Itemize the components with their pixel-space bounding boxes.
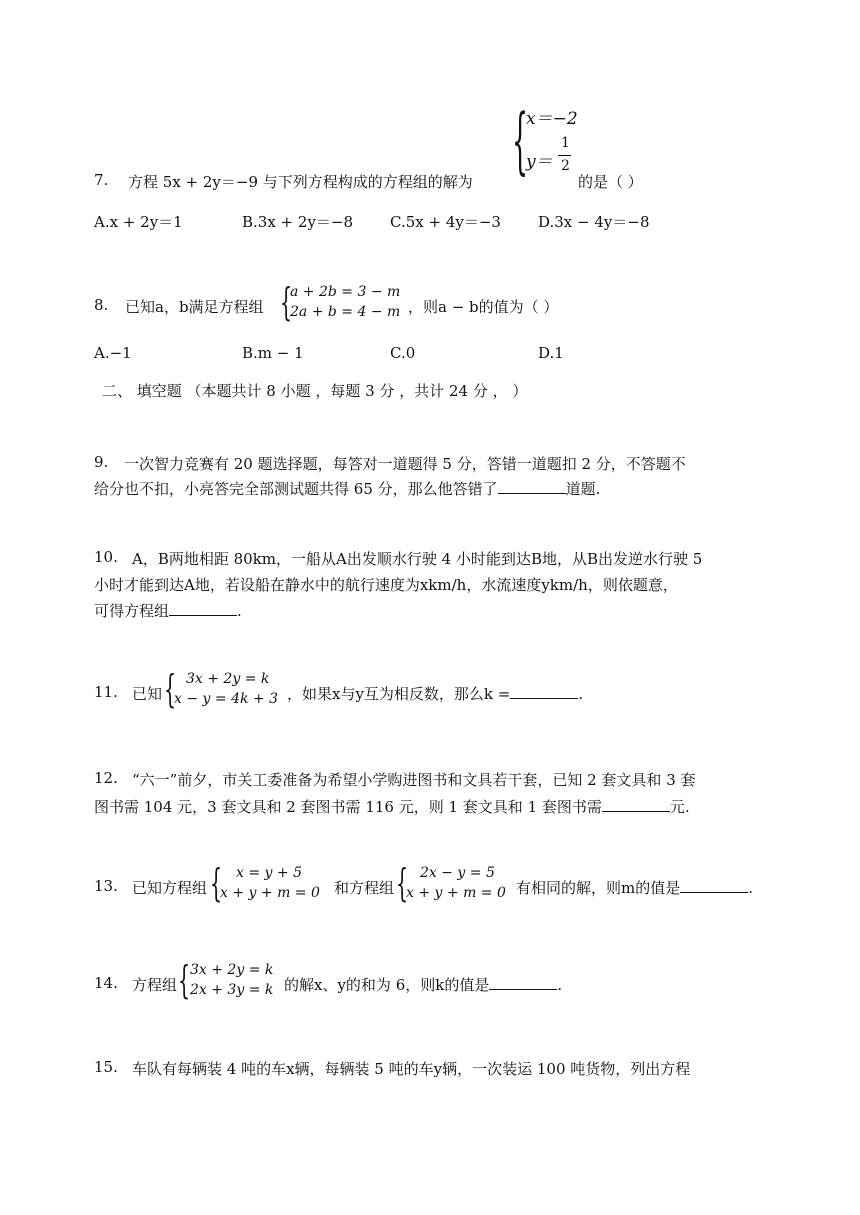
q13-brace-b: { xyxy=(396,861,409,905)
q8-number: 8. xyxy=(94,296,109,314)
q12-line-2-tail: 元. xyxy=(669,798,690,816)
q14-pre: 方程组 xyxy=(132,976,178,994)
q8-post: ，则a − b的值为（ ） xyxy=(408,298,559,316)
q7-option-c: C.5x + 4y＝−3 xyxy=(390,213,501,231)
q14-eq1: 3x + 2y = k xyxy=(190,962,274,978)
q14-tail: . xyxy=(557,976,563,994)
q13-mid: 和方程组 xyxy=(334,879,395,897)
q9-answer-blank[interactable] xyxy=(498,479,566,494)
q10-line-1: A，B两地相距 80km，一船从A出发顺水行驶 4 小时能到达B地，从B出发逆水行驶 5 xyxy=(132,550,703,568)
q12-number: 12. xyxy=(94,769,118,787)
q9-line-2-tail: 道题. xyxy=(565,480,601,498)
q15-line-1: 车队有每辆装 4 吨的车x辆，每辆装 5 吨的车y辆，一次装运 100 吨货物，列出方程 xyxy=(132,1060,691,1078)
section-2-heading: 二、 填空题 （本题共计 8 小题 ，每题 3 分 ，共计 24 分 ， ） xyxy=(102,382,528,400)
q7-frac-bar xyxy=(558,155,571,156)
q12-answer-blank[interactable] xyxy=(602,797,670,812)
q13-pre: 已知方程组 xyxy=(132,879,208,897)
q8-pre: 已知a，b满足方程组 xyxy=(125,298,264,316)
q14-eq2: 2x + 3y = k xyxy=(190,982,274,998)
q13-answer-blank[interactable] xyxy=(680,878,748,893)
q12-line-2 xyxy=(94,796,690,817)
q8-option-d: D.1 xyxy=(538,344,564,362)
q9-number: 9. xyxy=(94,453,109,471)
q12-line-2-text: 图书需 104 元，3 套文具和 2 套图书需 116 元，则 1 套文具和 1 套图书需 xyxy=(94,798,602,816)
q13-a1: x = y + 5 xyxy=(236,865,302,881)
q7-frac-den: 2 xyxy=(561,158,570,174)
q14-number: 14. xyxy=(94,974,118,992)
q7-sol-x: x＝−2 xyxy=(526,109,578,129)
q7-option-d: D.3x − 4y＝−8 xyxy=(538,213,650,231)
q8-eq1: a + 2b = 3 − m xyxy=(290,284,401,300)
q12-line-1: “六一”前夕，市关工委准备为希望小学购进图书和文具若干套，已知 2 套文具和 3 套 xyxy=(132,771,696,789)
q13-tail: . xyxy=(748,879,754,897)
q13-post xyxy=(516,877,753,898)
q14-post xyxy=(284,974,562,995)
q14-brace: { xyxy=(178,958,191,1002)
q7-sol-y: y＝ xyxy=(526,152,553,172)
q11-post xyxy=(287,683,583,704)
q13-post-text: 有相同的解，则m的值是 xyxy=(516,879,681,897)
q14-post-text: 的解x、y的和为 6，则k的值是 xyxy=(284,976,490,994)
q15-number: 15. xyxy=(94,1058,118,1076)
q11-brace: { xyxy=(164,667,177,711)
q11-answer-blank[interactable] xyxy=(510,684,578,699)
q8-eq2: 2a + b = 4 − m xyxy=(290,304,401,320)
q8-option-b: B.m − 1 xyxy=(242,344,304,362)
q13-a2: x + y + m = 0 xyxy=(220,885,320,901)
q8-brace: { xyxy=(280,280,293,324)
q13-b1: 2x − y = 5 xyxy=(420,865,495,881)
q11-eq2: x − y = 4k + 3 xyxy=(174,691,278,707)
q13-b2: x + y + m = 0 xyxy=(406,885,506,901)
q8-option-a: A.−1 xyxy=(94,344,132,362)
q11-number: 11. xyxy=(94,683,118,701)
q14-answer-blank[interactable] xyxy=(489,975,557,990)
q8-option-c: C.0 xyxy=(390,344,416,362)
q11-pre: 已知 xyxy=(132,685,163,703)
q9-line-2 xyxy=(94,478,600,499)
q9-line-1: 一次智力竞赛有 20 题选择题，每答对一道题得 5 分，答错一道题扣 2 分，不答题不 xyxy=(124,455,686,473)
q7-option-a: A.x + 2y＝1 xyxy=(94,213,183,231)
q10-number: 10. xyxy=(94,548,118,566)
q10-answer-blank[interactable] xyxy=(169,601,237,616)
q7-frac-num: 1 xyxy=(561,135,570,151)
q13-number: 13. xyxy=(94,877,118,895)
q9-line-2-text: 给分也不扣，小亮答完全部测试题共得 65 分，那么他答错了 xyxy=(94,480,498,498)
q7-solution-brace: { xyxy=(512,98,529,182)
q7-stem: 方程 5x + 2y＝−9 与下列方程构成的方程组的解为 xyxy=(128,173,473,191)
q10-line-3 xyxy=(94,600,242,621)
q11-post-text: ，如果x与y互为相反数，那么k = xyxy=(287,685,511,703)
q11-eq1: 3x + 2y = k xyxy=(186,671,270,687)
q7-option-b: B.3x + 2y＝−8 xyxy=(242,213,354,231)
q13-brace-a: { xyxy=(210,861,223,905)
q10-line-3-text: 可得方程组 xyxy=(94,602,170,620)
q7-tail: 的是（ ） xyxy=(578,173,643,191)
q11-tail: . xyxy=(578,685,584,703)
q7-number: 7. xyxy=(94,171,109,189)
q10-line-3-tail: . xyxy=(237,602,242,620)
q10-line-2: 小时才能到达A地，若设船在静水中的航行速度为xkm/h，水流速度ykm/h，则依题意， xyxy=(94,576,678,594)
